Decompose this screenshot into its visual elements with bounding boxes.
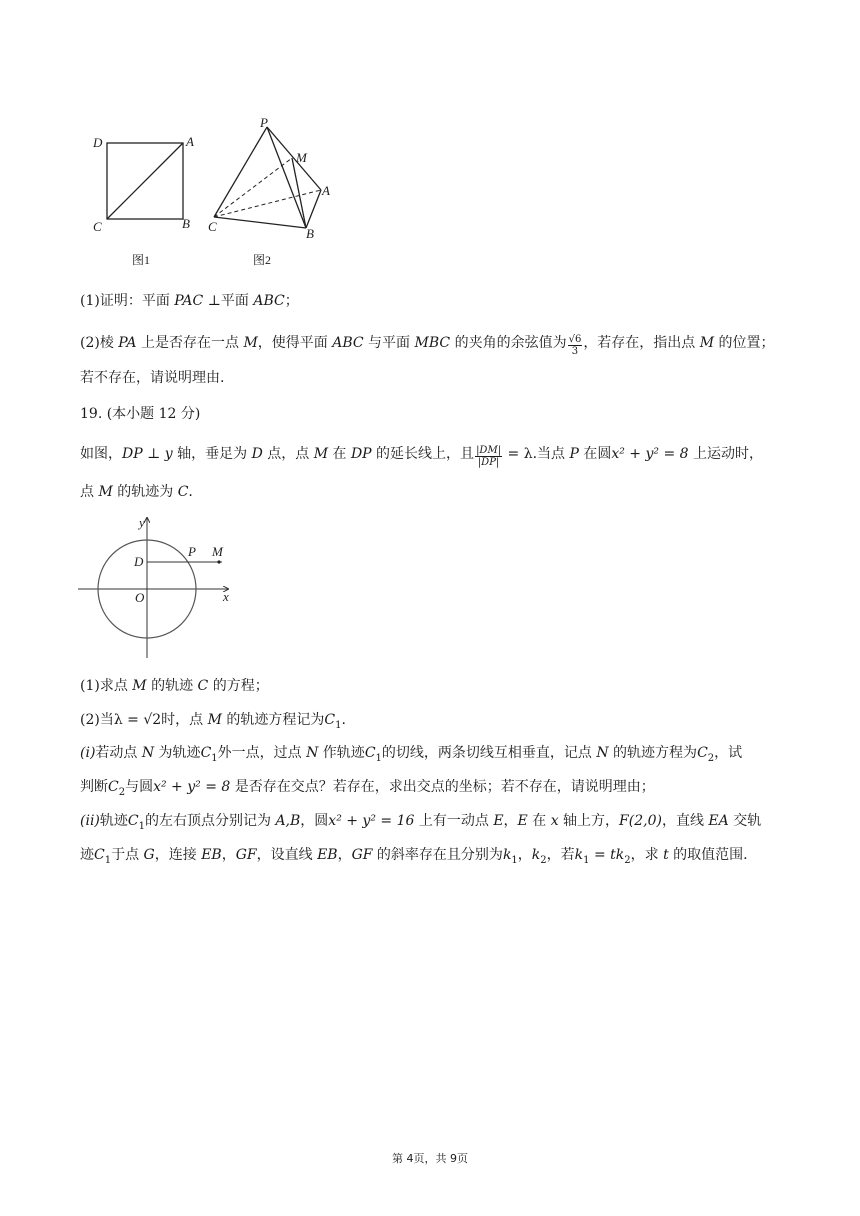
figure-1-and-2 (80, 110, 360, 270)
figure-2-tetrahedron (214, 127, 321, 228)
label-y: y (139, 515, 145, 530)
point-m (217, 560, 220, 563)
fig2-caption: 图2 (253, 253, 272, 267)
label-m: M (212, 544, 223, 559)
q19-sub-ii-line1: (ii)轨迹$C_1$的左右顶点分别记为 A,B，圆x² + y² = 16 上有一动点 E，E 在 x 轴上方，F(2,0)，直线 EA 交轨 (80, 813, 762, 832)
fig2-label-m: M (296, 150, 307, 165)
fig1-label-b: B (182, 216, 190, 231)
q19-part2: (2)当λ = √2时，点 M 的轨迹方程记为$C_1$. (80, 712, 346, 731)
q19-circle-figure (76, 512, 246, 662)
q19-part1: (1)求点 M 的轨迹 C 的方程； (80, 678, 269, 694)
q18-part2: (2)棱 PA 上是否存在一点 M，使得平面 ABC 与平面 MBC 的夹角的余弦值为 $\frac{√6}{3}$ ，若存在，指出点 M 的位置； (80, 334, 775, 357)
q19-sub-ii-line2: 迹$C_1$于点 G，连接 EB，GF，设直线 EB，GF 的斜率存在且分别为$k_1$，$k_2$，若$k_1 = tk_2$，求 t 的取值范围. (80, 847, 748, 866)
q18-part1: (1)证明：平面 PAC ⊥平面 ABC； (80, 293, 299, 309)
q19-sub-i-line2: 判断$C_2$与圆x² + y² = 8 是否存在交点？若存在，求出交点的坐标；若不存在，请说明理由； (80, 779, 655, 798)
fig2-label-a: A (322, 183, 330, 198)
q19-header: 19. (本小题 12 分) (80, 406, 201, 422)
cos-fraction: $\frac{√6}{3}$ (568, 334, 582, 357)
lambda-fraction: $\frac{|DM|}{|DP|}$ (476, 445, 502, 468)
fig2-label-c: C (208, 219, 217, 234)
label-d: D (134, 554, 144, 569)
figure-1-square (107, 143, 183, 219)
fig1-label-a: A (186, 134, 194, 149)
fig1-label-c: C (93, 219, 102, 234)
fig1-label-d: D (93, 135, 103, 150)
q19-stem-line2: 点 M 的轨迹为 C. (80, 484, 193, 500)
q19-sub-i-line1: (i)若动点 N 为轨迹$C_1$外一点，过点 N 作轨迹$C_1$的切线，两条切线互相垂直，记点 N 的轨迹方程为$C_2$，试 (80, 745, 743, 764)
q19-stem-line1: 如图，DP ⊥ y 轴，垂足为 D 点，点 M 在 DP 的延长线上，且 $\frac{|DM|}{|DP|}$ = λ.当点 P 在圆x² + y² = 8 上运动时， (80, 445, 763, 468)
label-p: P (188, 544, 196, 559)
page-footer: 第 4页，共 9页 (392, 1152, 468, 1165)
fig2-label-b: B (306, 226, 314, 241)
fig1-caption: 图1 (132, 253, 151, 267)
fig2-label-p: P (260, 115, 268, 130)
label-o: O (135, 590, 145, 605)
q18-part2-line2: 若不存在，请说明理由. (80, 370, 225, 386)
label-x: x (223, 589, 229, 604)
